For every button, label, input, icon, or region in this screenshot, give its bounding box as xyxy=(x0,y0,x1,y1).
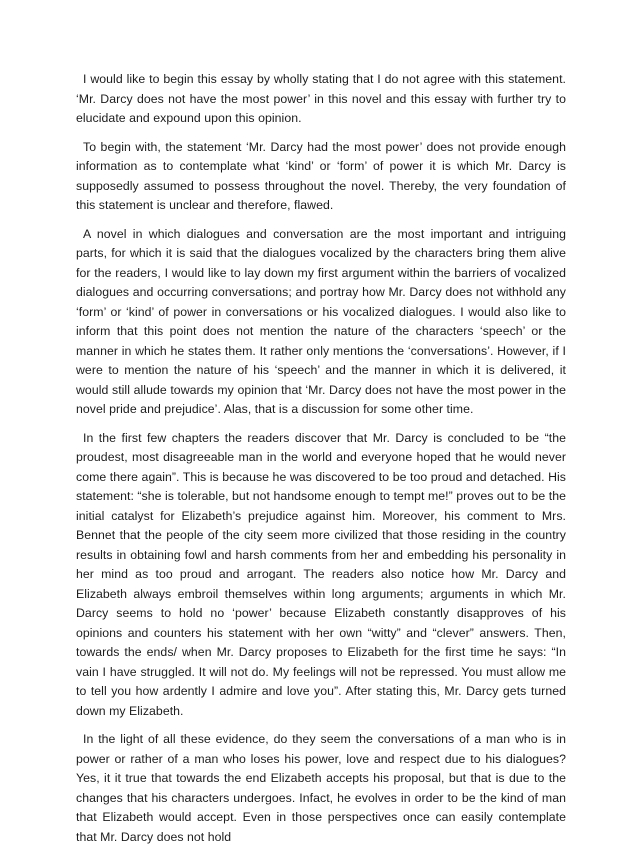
paragraph-dialogues-argument: A novel in which dialogues and conversation are the most important and intriguing parts, for which it is said that the dialogues vocalized by the characters bring them alive for the readers, I would like to lay down my first argument within the barriers of vocalized dialogues and occurring conversations; and portray how Mr. Darcy does not withhold any ‘form’ or ‘kind’ of power in conversations or his vocalized dialogues. I would also like to inform that this point does not mention the nature of the characters ‘speech’ or the manner in which he states them. It rather only mentions the ‘conversations’. However, if I were to mention the nature of his ‘speech’ and the manner in which it is delivered, it would still allude towards my opinion that ‘Mr. Darcy does not have the most power in the novel pride and prejudice’. Alas, that is a discussion for some other time. xyxy=(76,226,566,416)
paragraph-first-chapters: In the first few chapters the readers discover that Mr. Darcy is concluded to be “the proudest, most disagreeable man in the world and everyone hoped that he would never come there again”. This is because he was discovered to be too proud and detached. His statement: “she is tolerable, but not handsome enough to tempt me!” proves out to be the initial catalyst for Elizabeth’s prejudice against him. Moreover, his comment to Mrs. Bennet that the people of the city seem more civilized that those residing in the country results in obtaining fowl and harsh comments from her and embedding his personality in her mind as too proud and arrogant. The readers also notice how Mr. Darcy and Elizabeth always embroil themselves within long arguments; arguments in which Mr. Darcy seems to hold no ‘power’ because Elizabeth constantly disapproves of his opinions and counters his statement with her own “witty” and “clever” answers. Then, towards the ends/ when Mr. Darcy proposes to Elizabeth for the first time he says: “In vain I have struggled. It will not do. My feelings will not be repressed. You must allow me to tell you how ardently I admire and love you”. After stating this, Mr. Darcy gets turned down my Elizabeth. xyxy=(76,430,566,718)
paragraph-evidence: In the light of all these evidence, do they seem the conversations of a man who is in power or rather of a man who loses his power, love and respect due to his dialogues? Yes, it it true that towards the end Elizabeth accepts his proposal, but that is due to the changes that his characters undergoes. Infact, he evolves in order to be the kind of man that Elizabeth would accept. Even in those perspectives once can easily contemplate that Mr. Darcy does not hold xyxy=(76,732,566,844)
paragraph-intro: I would like to begin this essay by wholly stating that I do not agree with this statement. ‘Mr. Darcy does not have the most power’ in this novel and this essay with further try to elucidate and expound upon this opinion. xyxy=(76,72,566,125)
paragraph-statement-critique: To begin with, the statement ‘Mr. Darcy had the most power’ does not provide enough information as to contemplate what ‘kind’ or ‘form’ of power it is which Mr. Darcy is supposedly assumed to possess throughout the novel. Thereby, the very foundation of this statement is unclear and therefore, flawed. xyxy=(76,139,566,212)
